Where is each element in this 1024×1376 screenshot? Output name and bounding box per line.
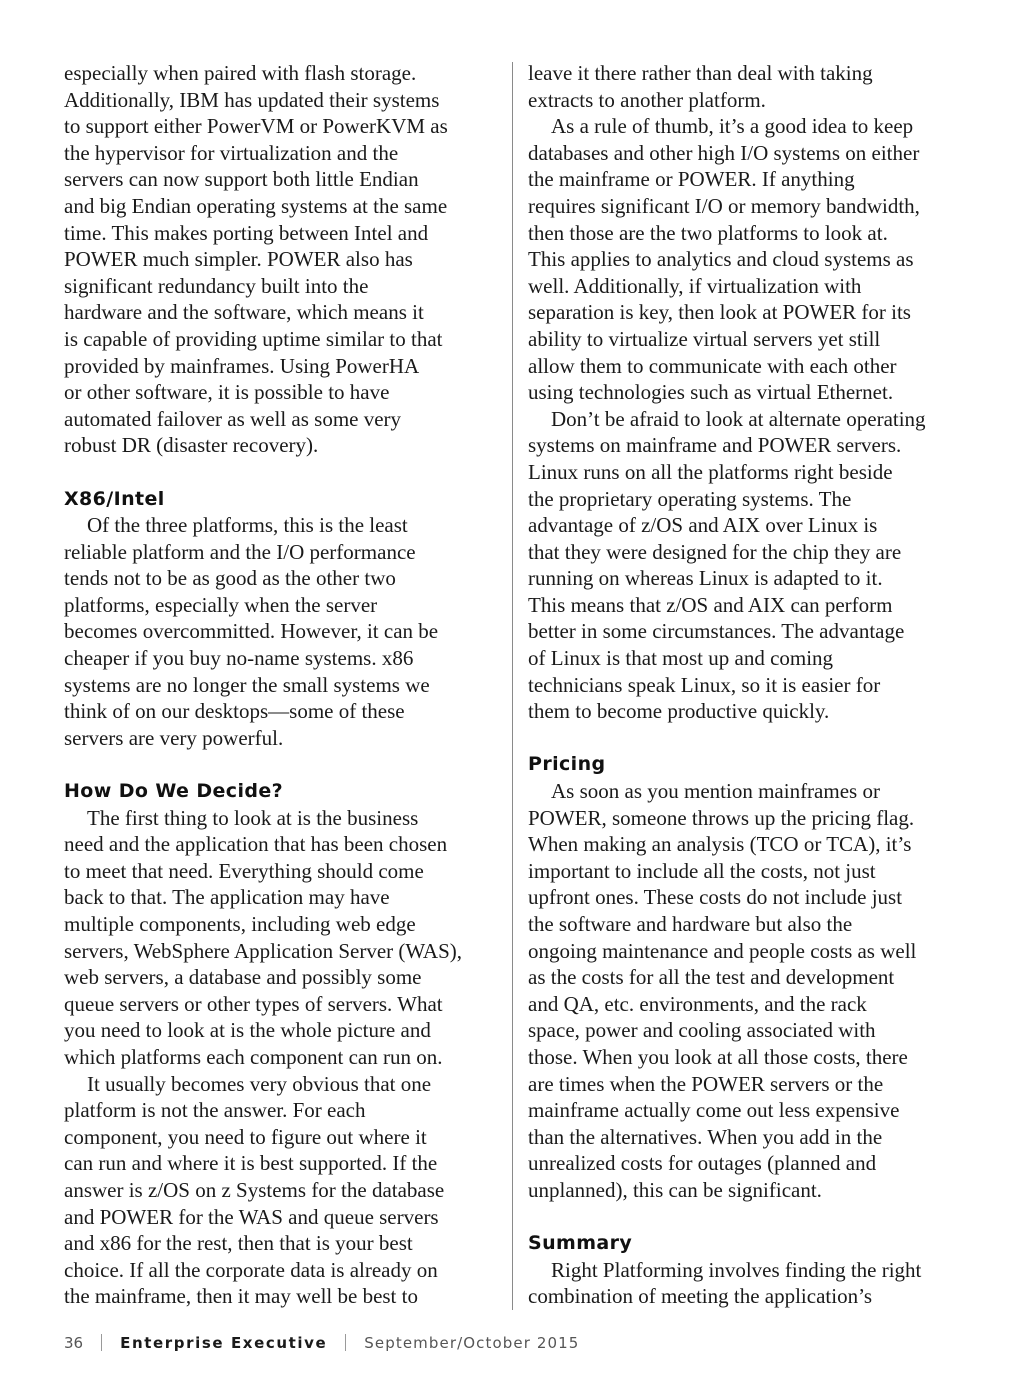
text-line: separation is key, then look at POWER for its (528, 300, 911, 325)
page-footer (64, 1334, 579, 1352)
text-line: answer is z/OS on z Systems for the database (64, 1177, 445, 1202)
pricing-paragraph (528, 778, 968, 1204)
text-line: servers are very powerful. (64, 725, 284, 750)
text-line: systems on mainframe and POWER servers. (528, 433, 902, 458)
text-line: servers can now support both little Endian (64, 167, 419, 192)
text-line: significant redundancy built into the (64, 273, 369, 298)
text-line: Additionally, IBM has updated their systems (64, 87, 440, 112)
text-line: extracts to another platform. (528, 87, 766, 112)
text-line: web servers, a database and possibly some (64, 965, 422, 990)
text-line: upfront ones. These costs do not include just (528, 885, 903, 910)
text-line: becomes overcommitted. However, it can be (64, 619, 439, 644)
heading-how-do-we-decide: How Do We Decide? (64, 780, 284, 803)
right-para-continued (528, 60, 968, 113)
text-line: important to include all the costs, not just (528, 858, 876, 883)
text-line: to meet that need. Everything should come (64, 858, 424, 883)
decide-paragraph-1 (64, 805, 496, 1071)
text-line: Linux runs on all the platforms right beside (528, 459, 893, 484)
text-line: POWER much simpler. POWER also has (64, 247, 413, 272)
text-line: It usually becomes very obvious that one (87, 1071, 432, 1096)
text-line: that they were designed for the chip they are (528, 539, 902, 564)
text-line: and x86 for the rest, then that is your best (64, 1231, 413, 1256)
text-line: advantage of z/OS and AIX over Linux is (528, 513, 878, 538)
text-line: ability to virtualize virtual servers yet still (528, 326, 881, 351)
heading-x86-intel: X86/Intel (64, 487, 165, 510)
decide-paragraph-2 (64, 1071, 496, 1310)
heading-summary: Summary (528, 1232, 633, 1255)
left-para-continued (64, 60, 496, 459)
text-line: As soon as you mention mainframes or (551, 779, 880, 804)
footer-separator (345, 1334, 346, 1351)
text-line: choice. If all the corporate data is already on (64, 1257, 438, 1282)
text-line: the mainframe or POWER. If anything (528, 167, 855, 192)
text-line: or other software, it is possible to have (64, 380, 390, 405)
text-line: the software and hardware but also the (528, 912, 853, 936)
text-line: reliable platform and the I/O performance (64, 539, 416, 564)
text-line: tends not to be as good as the other two (64, 566, 396, 591)
text-line: and big Endian operating systems at the same (64, 193, 448, 218)
text-line: ongoing maintenance and people costs as well (528, 938, 917, 963)
text-line: the proprietary operating systems. The (528, 486, 852, 511)
text-line: space, power and cooling associated with (528, 1018, 876, 1043)
issue-date: September/October 2015 (364, 1334, 580, 1352)
text-line: those. When you look at all those costs, there (528, 1044, 908, 1069)
summary-paragraph (528, 1257, 968, 1310)
text-line: hardware and the software, which means it (64, 300, 424, 325)
text-line: is capable of providing uptime similar to that (64, 326, 443, 351)
text-line: well. Additionally, if virtualization with (528, 273, 862, 298)
heading-pricing: Pricing (528, 753, 606, 776)
text-line: as the costs for all the test and development (528, 965, 895, 990)
text-line: multiple components, including web edge (64, 912, 416, 936)
text-line: can run and where it is best supported. If the (64, 1151, 438, 1176)
text-line: robust DR (disaster recovery). (64, 433, 319, 458)
text-line: them to become productive quickly. (528, 699, 830, 724)
text-line: leave it there rather than deal with taking (528, 61, 873, 85)
right-column (528, 60, 968, 1310)
text-line: Of the three platforms, this is the least (87, 513, 408, 538)
text-line: using technologies such as virtual Ethernet. (528, 380, 894, 405)
text-line: better in some circumstances. The advantage (528, 619, 905, 644)
page-number: 36 (64, 1334, 84, 1352)
text-line: provided by mainframes. Using PowerHA (64, 353, 420, 378)
text-line: technicians speak Linux, so it is easier for (528, 672, 881, 697)
text-line: especially when paired with flash storage. (64, 61, 417, 85)
text-line: you need to look at is the whole picture and (64, 1018, 431, 1043)
text-line: This applies to analytics and cloud systems as (528, 247, 914, 272)
text-line: then those are the two platforms to look at. (528, 220, 888, 245)
text-line: automated failover as well as some very (64, 406, 402, 431)
text-line: are times when the POWER servers or the (528, 1071, 884, 1096)
text-line: platforms, especially when the server (64, 592, 378, 617)
text-line: This means that z/OS and AIX can perform (528, 592, 893, 617)
text-line: servers, WebSphere Application Server (WAS), (64, 938, 462, 963)
footer-separator (101, 1334, 102, 1351)
text-line: Right Platforming involves finding the right (551, 1257, 922, 1282)
text-line: and POWER for the WAS and queue servers (64, 1204, 439, 1229)
text-line: component, you need to figure out where it (64, 1124, 427, 1149)
text-line: the hypervisor for virtualization and the (64, 140, 399, 165)
text-line: which platforms each component can run on. (64, 1044, 443, 1069)
text-line: systems are no longer the small systems we (64, 672, 430, 697)
text-line: back to that. The application may have (64, 885, 390, 910)
text-line: unplanned), this can be significant. (528, 1177, 822, 1202)
text-line: When making an analysis (TCO or TCA), it’s (528, 832, 912, 857)
text-line: and QA, etc. environments, and the rack (528, 991, 867, 1016)
rule-of-thumb-paragraph (528, 113, 968, 406)
text-line: platform is not the answer. For each (64, 1098, 366, 1123)
text-line: than the alternatives. When you add in the (528, 1124, 883, 1149)
text-line: The first thing to look at is the business (87, 805, 419, 830)
text-line: requires significant I/O or memory bandwidth, (528, 193, 920, 218)
text-line: allow them to communicate with each other (528, 353, 897, 378)
text-line: need and the application that has been chosen (64, 832, 448, 857)
x86-paragraph (64, 512, 496, 751)
text-line: As a rule of thumb, it’s a good idea to keep (551, 114, 914, 139)
column-divider (512, 62, 513, 1310)
text-line: of Linux is that most up and coming (528, 646, 834, 671)
text-line: cheaper if you buy no-name systems. x86 (64, 646, 414, 671)
text-line: POWER, someone throws up the pricing flag. (528, 805, 915, 830)
text-line: queue servers or other types of servers. What (64, 991, 443, 1016)
text-line: think of on our desktops—some of these (64, 699, 405, 724)
text-line: the mainframe, then it may well be best to (64, 1284, 418, 1309)
text-line: unrealized costs for outages (planned and (528, 1151, 877, 1176)
text-line: mainframe actually come out less expensive (528, 1098, 900, 1123)
text-line: Don’t be afraid to look at alternate operating (551, 406, 926, 431)
left-column (64, 60, 496, 1310)
text-line: databases and other high I/O systems on either (528, 140, 920, 165)
text-line: combination of meeting the application’s (528, 1284, 873, 1309)
text-line: time. This makes porting between Intel and (64, 220, 429, 245)
text-line: running on whereas Linux is adapted to it. (528, 566, 883, 591)
text-line: to support either PowerVM or PowerKVM as (64, 114, 448, 139)
alternate-os-paragraph (528, 406, 968, 725)
publication-name: Enterprise Executive (120, 1334, 328, 1352)
